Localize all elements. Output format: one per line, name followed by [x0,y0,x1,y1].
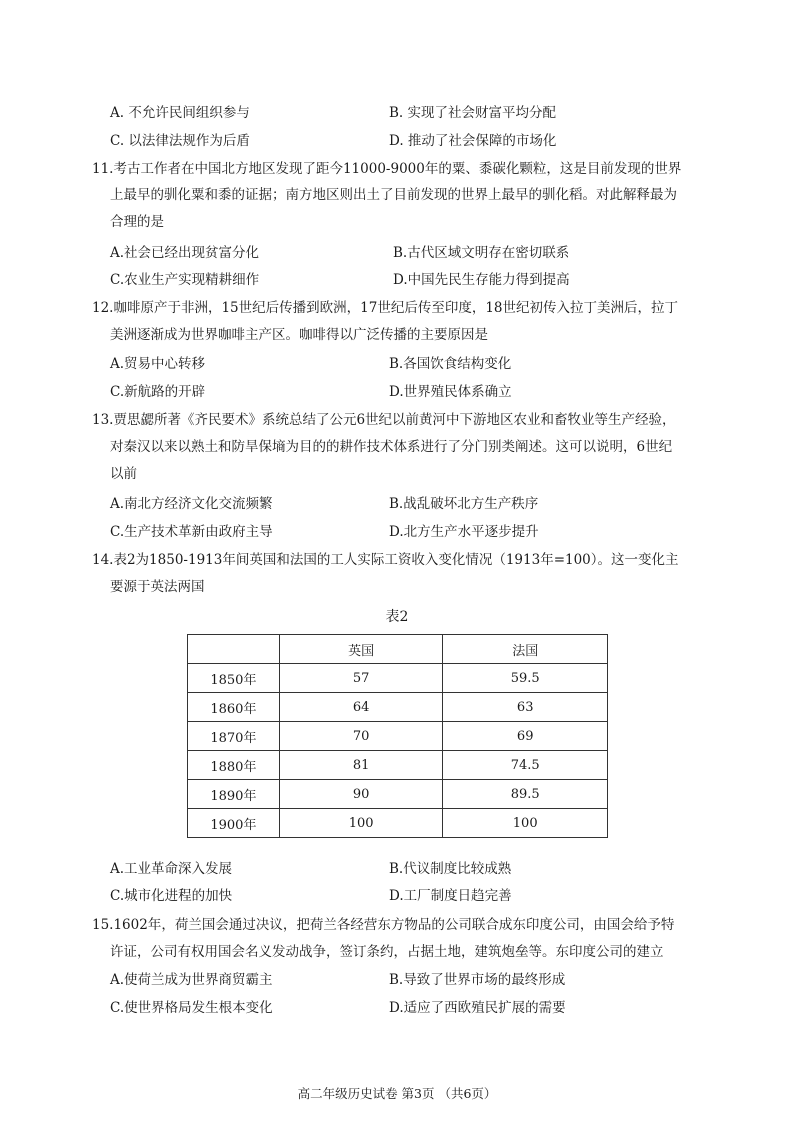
q11-stem-line1: 11.考古工作者在中国北方地区发现了距今11000-9000年的粟、黍碳化颗粒，这是目前发现的世界 [92,161,682,177]
q10-option-b: B. 实现了社会财富平均分配 [389,105,557,121]
q11-option-d: D.中国先民生存能力得到提高 [393,272,570,288]
q13-option-b: B.战乱破坏北方生产秩序 [389,496,539,512]
table-cell: 89.5 [443,780,608,809]
q15-option-d: D.适应了西欧殖民扩展的需要 [389,1000,566,1016]
q12-option-b: B.各国饮食结构变化 [389,356,512,372]
table-cell: 100 [443,809,608,838]
table-row [188,693,608,722]
table-caption: 表2 [385,609,409,625]
q13-stem-line1: 13.贾思勰所著《齐民要术》系统总结了公元6世纪以前黄河中下游地区农业和畜牧业等生产经验， [92,412,676,428]
table-cell: 1860年 [188,693,280,722]
q13-option-d: D.北方生产水平逐步提升 [389,524,539,540]
table-cell: 81 [279,751,443,780]
q10-option-c: C. 以法律法规作为后盾 [110,133,250,149]
q15-stem-line2: 许证，公司有权用国会名义发动战争，签订条约，占据土地，建筑炮垒等。东印度公司的建立 [110,944,664,960]
q11-option-a: A.社会已经出现贫富分化 [110,245,260,261]
table-cell: 1880年 [188,751,280,780]
table-cell: 74.5 [443,751,608,780]
table-cell: 100 [279,809,443,838]
q12-option-a: A.贸易中心转移 [110,356,206,372]
table-row [188,780,608,809]
table-row [188,751,608,780]
table-cell: 1890年 [188,780,280,809]
table-header-row [188,635,608,664]
q11-stem-line3: 合理的是 [110,214,164,230]
table-cell: 69 [443,722,608,751]
table-header-cell: 英国 [279,635,443,664]
q15-option-b: B.导致了世界市场的最终形成 [389,972,566,988]
table-cell: 1850年 [188,664,280,693]
table-cell: 70 [279,722,443,751]
q12-stem-line1: 12.咖啡原产于非洲，15世纪后传播到欧洲，17世纪后传至印度，18世纪初传入拉丁美洲后，拉丁 [92,300,679,316]
q13-stem-line2: 对秦汉以来以熟土和防旱保墒为目的的耕作技术体系进行了分门别类阐述。这可以说明，6世纪 [110,439,673,455]
q13-option-c: C.生产技术革新由政府主导 [110,524,273,540]
table-cell: 1870年 [188,722,280,751]
table-cell: 63 [443,693,608,722]
q12-stem-line2: 美洲逐渐成为世界咖啡主产区。咖啡得以广泛传播的主要原因是 [110,327,488,343]
q15-stem-line1: 15.1602年，荷兰国会通过决议，把荷兰各经营东方物品的公司联合成东印度公司，由国会给予特 [92,917,675,933]
q15-option-a: A.使荷兰成为世界商贸霸主 [110,972,273,988]
table-cell: 90 [279,780,443,809]
q12-option-d: D.世界殖民体系确立 [389,384,512,400]
q14-stem-line1: 14.表2为1850-1913年间英国和法国的工人实际工资收入变化情况（1913年=100）。这一变化主 [92,552,679,568]
q11-option-c: C.农业生产实现精耕细作 [110,272,260,288]
wage-table [187,634,608,838]
q12-option-c: C.新航路的开辟 [110,384,206,400]
q14-stem-line2: 要源于英法两国 [110,579,205,595]
q14-option-b: B.代议制度比较成熟 [389,861,512,877]
table-header-cell: 法国 [443,635,608,664]
q10-option-d: D. 推动了社会保障的市场化 [389,133,557,149]
table-cell: 1900年 [188,809,280,838]
q14-option-c: C.城市化进程的加快 [110,888,233,904]
table-cell: 64 [279,693,443,722]
q14-option-a: A.工业革命深入发展 [110,861,233,877]
table-row [188,664,608,693]
table-header-cell [188,635,280,664]
table-row [188,722,608,751]
q13-stem-line3: 以前 [110,466,137,482]
table-row [188,809,608,838]
q14-option-d: D.工厂制度日趋完善 [389,888,512,904]
q11-stem-line2: 上最早的驯化粟和黍的证据；南方地区则出土了目前发现的世界上最早的驯化稻。对此解释最为 [110,187,677,203]
table-cell: 57 [279,664,443,693]
q15-option-c: C.使世界格局发生根本变化 [110,1000,273,1016]
q13-option-a: A.南北方经济文化交流频繁 [110,496,273,512]
table-cell: 59.5 [443,664,608,693]
page-footer: 高二年级历史试卷 第3页 （共6页） [297,1086,497,1101]
q11-option-b: B.古代区域文明存在密切联系 [393,245,570,261]
q10-option-a: A. 不允许民间组织参与 [110,105,250,121]
